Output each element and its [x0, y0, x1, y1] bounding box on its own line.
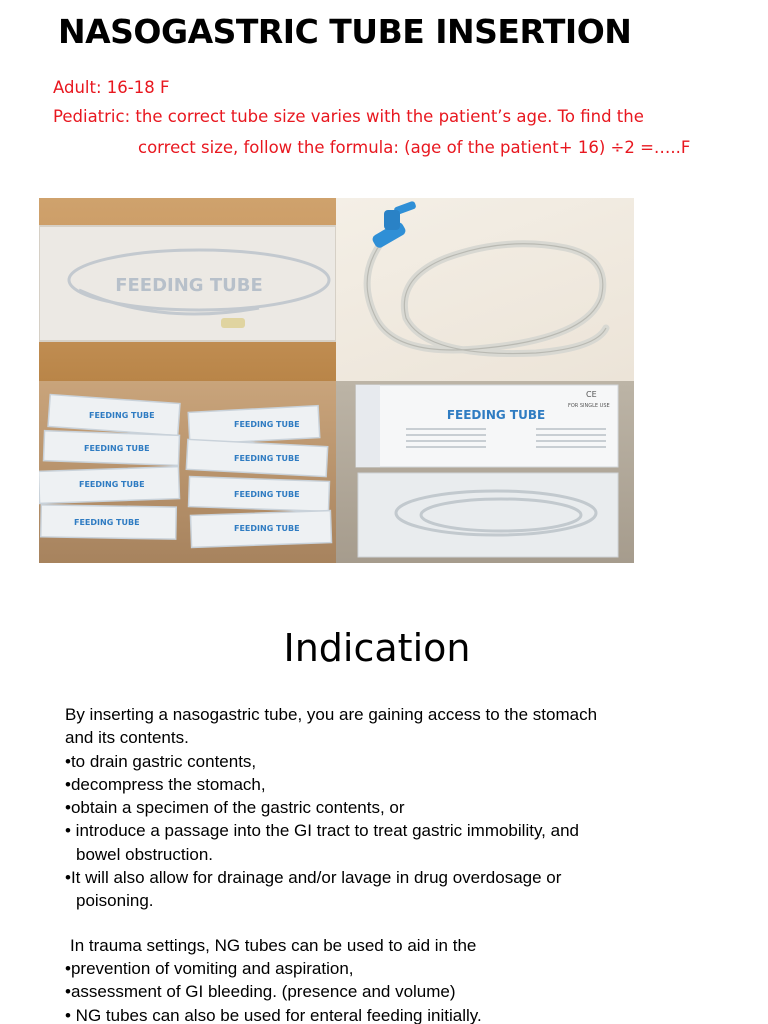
tube-packs-pile-image [39, 381, 336, 563]
bullet-specimen: •obtain a specimen of the gastric contents, or [65, 798, 405, 818]
pediatric-size-text-line2: correct size, follow the formula: (age of the patient+ 16) ÷2 =…..F [138, 138, 691, 157]
labelled-pack-photo [336, 381, 634, 563]
pack-label-7: FEEDING TUBE [74, 518, 140, 527]
bullet-decompress: •decompress the stomach, [65, 774, 266, 794]
pack-label-3: FEEDING TUBE [84, 444, 150, 453]
bullet-lavage: •It will also allow for drainage and/or lavage in drug overdosage or [65, 868, 562, 888]
packaged-tube-image [39, 198, 336, 381]
bullet-lavage-cont: poisoning. [76, 891, 154, 911]
ce-mark: CE [586, 390, 597, 399]
trauma-bullet-bleeding: •assessment of GI bleeding. (presence and volume) [65, 982, 456, 1002]
indication-heading: Indication [283, 626, 471, 670]
trauma-bullet-feeding: • NG tubes can also be used for enteral feeding initially. [65, 1005, 482, 1024]
page-title: NASOGASTRIC TUBE INSERTION [58, 12, 632, 51]
blue-connector [371, 200, 417, 249]
pack-label-4: FEEDING TUBE [234, 454, 300, 463]
pack-label: FEEDING TUBE [115, 275, 263, 296]
pack-label-8: FEEDING TUBE [234, 524, 300, 533]
labelled-pack-image [336, 381, 634, 563]
pack-seal [356, 385, 380, 467]
intro-line2: and its contents. [65, 728, 189, 748]
indication-body [65, 703, 745, 1024]
single-use-text: FOR SINGLE USE [568, 403, 610, 409]
feeding-tube-photo-grid [39, 198, 634, 563]
bullet-passage: • introduce a passage into the GI tract to treat gastric immobility, and [65, 821, 579, 841]
bullet-passage-cont: bowel obstruction. [76, 844, 214, 864]
pack-front-label: FEEDING TUBE [446, 408, 546, 422]
pack-label-5: FEEDING TUBE [79, 480, 145, 489]
trauma-intro: In trauma settings, NG tubes can be used to aid in the [70, 935, 477, 955]
intro-line1: By inserting a nasogastric tube, you are gaining access to the stomach [65, 705, 598, 724]
coiled-tube-shape [367, 243, 606, 354]
tube-packs-pile-photo [39, 381, 336, 563]
trauma-bullet-vomiting: •prevention of vomiting and aspiration, [65, 958, 354, 978]
pack-label-1: FEEDING TUBE [89, 411, 155, 420]
unpacked-tube-photo [336, 198, 634, 381]
adult-size-text: Adult: 16-18 F [53, 78, 170, 97]
tube-connector [221, 318, 245, 328]
packaged-tube-photo [39, 198, 336, 381]
pack-front [356, 385, 618, 467]
unpacked-tube-image [336, 198, 634, 381]
paragraph-gap [65, 913, 745, 934]
pack-label-6: FEEDING TUBE [234, 490, 300, 499]
pack-label-2: FEEDING TUBE [234, 420, 300, 429]
pediatric-size-text-line1: Pediatric: the correct tube size varies with the patient’s age. To find the [53, 107, 644, 126]
bullet-drain: •to drain gastric contents, [65, 751, 257, 771]
